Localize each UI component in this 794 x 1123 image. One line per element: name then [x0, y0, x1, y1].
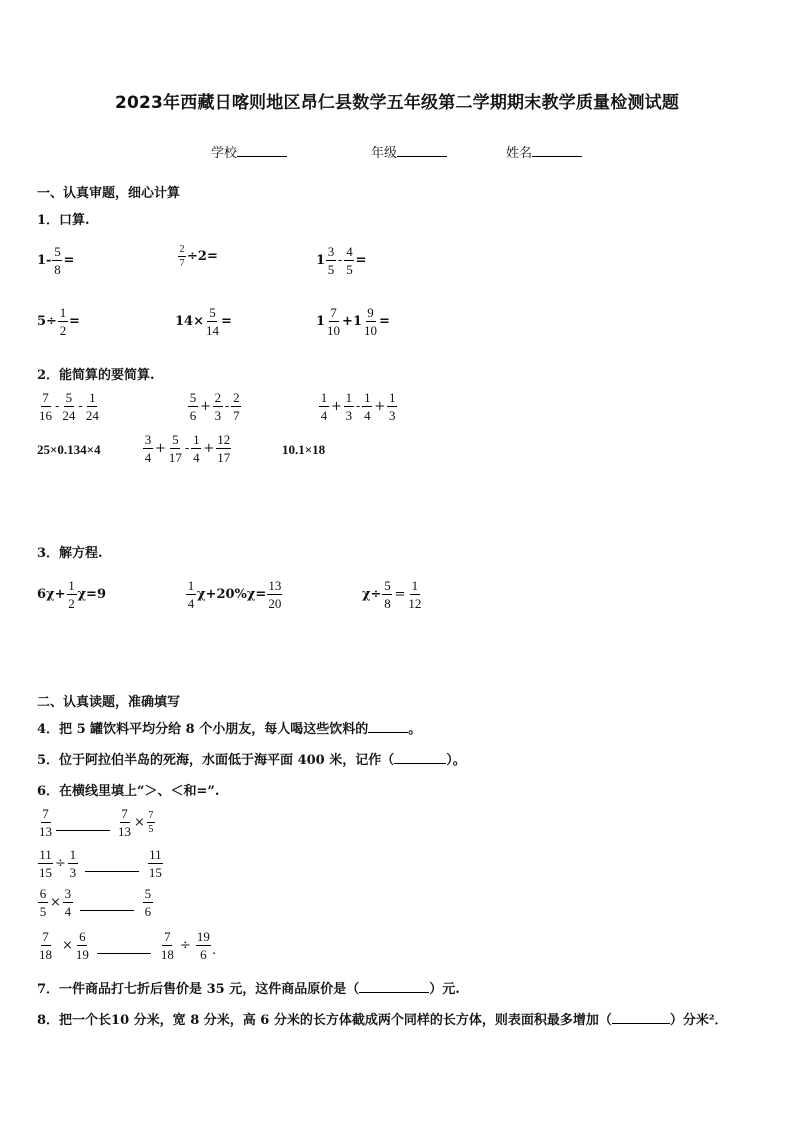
- q6-row-1: $\frac{7}{13}$ $\frac{7}{13}$ × $\frac{7}{5}$: [39, 806, 154, 839]
- q7-answer-blank[interactable]: [359, 981, 429, 993]
- q3-label: 3．解方程.: [37, 546, 103, 561]
- q8: 8．把一个长10 分米，宽 8 分米，高 6 分米的长方体截成两个同样的长方体，则表面积最多增加（ ）分米²．: [37, 1013, 728, 1028]
- q7: 7．一件商品打七折后售价是 35 元，这件商品原价是（ ）元.: [37, 982, 460, 997]
- q3-equation-3: χ÷ $\frac{5}{8}$ = $\frac{1}{12}$: [362, 578, 422, 611]
- q6-blank-2[interactable]: [85, 870, 139, 872]
- q6-blank-1[interactable]: [56, 829, 110, 831]
- q2-expr-4: 25×0.134×4: [37, 442, 101, 457]
- grade-field: [371, 142, 447, 161]
- school-field: [211, 142, 287, 161]
- q2-label: 2．能简算的要简算.: [37, 368, 155, 383]
- q1-expr-6: 1 $\frac{7}{10}$ +1 $\frac{9}{10}$ =: [316, 305, 390, 338]
- q3-equation-2: $\frac{1}{4}$ χ+20%χ= $\frac{13}{20}$: [187, 578, 282, 611]
- q6-blank-3[interactable]: [80, 909, 134, 911]
- q6-row-2: $\frac{11}{15}$ ÷ $\frac{1}{3}$ $\frac{11}{15}$: [39, 847, 162, 880]
- q1-expr-2: $\frac{2}{7}$ ÷2=: [179, 244, 218, 269]
- q1-expr-3: 1 $\frac{3}{5}$ - $\frac{4}{5}$ =: [316, 244, 367, 277]
- q6-row-4: $\frac{7}{18}$ × $\frac{6}{19}$ $\frac{7}{18}$ ÷ $\frac{19}{6}$ .: [39, 929, 216, 962]
- grade-blank[interactable]: [397, 145, 447, 157]
- q6-row-3: $\frac{6}{5}$ × $\frac{3}{4}$ $\frac{5}{6}$: [39, 886, 152, 919]
- grade-label: 年级: [371, 146, 398, 161]
- q8-answer-blank[interactable]: [612, 1012, 670, 1024]
- school-blank[interactable]: [237, 145, 287, 157]
- q4-answer-blank[interactable]: [368, 721, 408, 733]
- q2-expr-1: $\frac{7}{16}$ - $\frac{5}{24}$ - $\frac{1}{24}$: [39, 390, 99, 423]
- q6-label: 6．在横线里填上“＞、＜和=”.: [37, 784, 220, 799]
- q2-expr-2: $\frac{5}{6}$ + $\frac{2}{3}$ - $\frac{2}{7}$: [189, 390, 240, 423]
- q3-equation-1: 6χ+ $\frac{1}{2}$ χ=9: [37, 578, 106, 611]
- q5: 5．位于阿拉伯半岛的死海，水面低于海平面 400 米，记作（ ）。: [37, 753, 466, 768]
- q2-expr-3: $\frac{1}{4}$ + $\frac{1}{3}$ - $\frac{1}{4}$ + $\frac{1}{3}$: [320, 390, 396, 423]
- page-title: 2023年西藏日喀则地区昂仁县数学五年级第二学期期末教学质量检测试题: [114, 93, 680, 113]
- q1-expr-5: 14× $\frac{5}{14}$ =: [175, 305, 232, 338]
- school-label: 学校: [211, 146, 238, 161]
- name-field: [506, 142, 582, 161]
- q1-expr-1: 1- $\frac{5}{8}$ =: [37, 244, 75, 277]
- q1-label: 1．口算.: [37, 213, 90, 228]
- name-label: 姓名: [506, 146, 533, 161]
- q2-expr-5: $\frac{3}{4}$ + $\frac{5}{17}$ - $\frac{1}{4}$ + $\frac{12}{17}$: [144, 432, 231, 465]
- section1-heading: 一、认真审题，细心计算: [37, 186, 181, 201]
- q4: 4．把 5 罐饮料平均分给 8 个小朋友，每人喝这些饮料的 。: [37, 722, 422, 737]
- section2-heading: 二、认真读题，准确填写: [37, 695, 181, 710]
- name-blank[interactable]: [532, 145, 582, 157]
- q1-expr-4: 5÷ $\frac{1}{2}$ =: [37, 305, 80, 338]
- q6-blank-4[interactable]: [97, 952, 151, 954]
- q5-answer-blank[interactable]: [394, 752, 446, 764]
- q2-expr-6: 10.1×18: [282, 442, 326, 457]
